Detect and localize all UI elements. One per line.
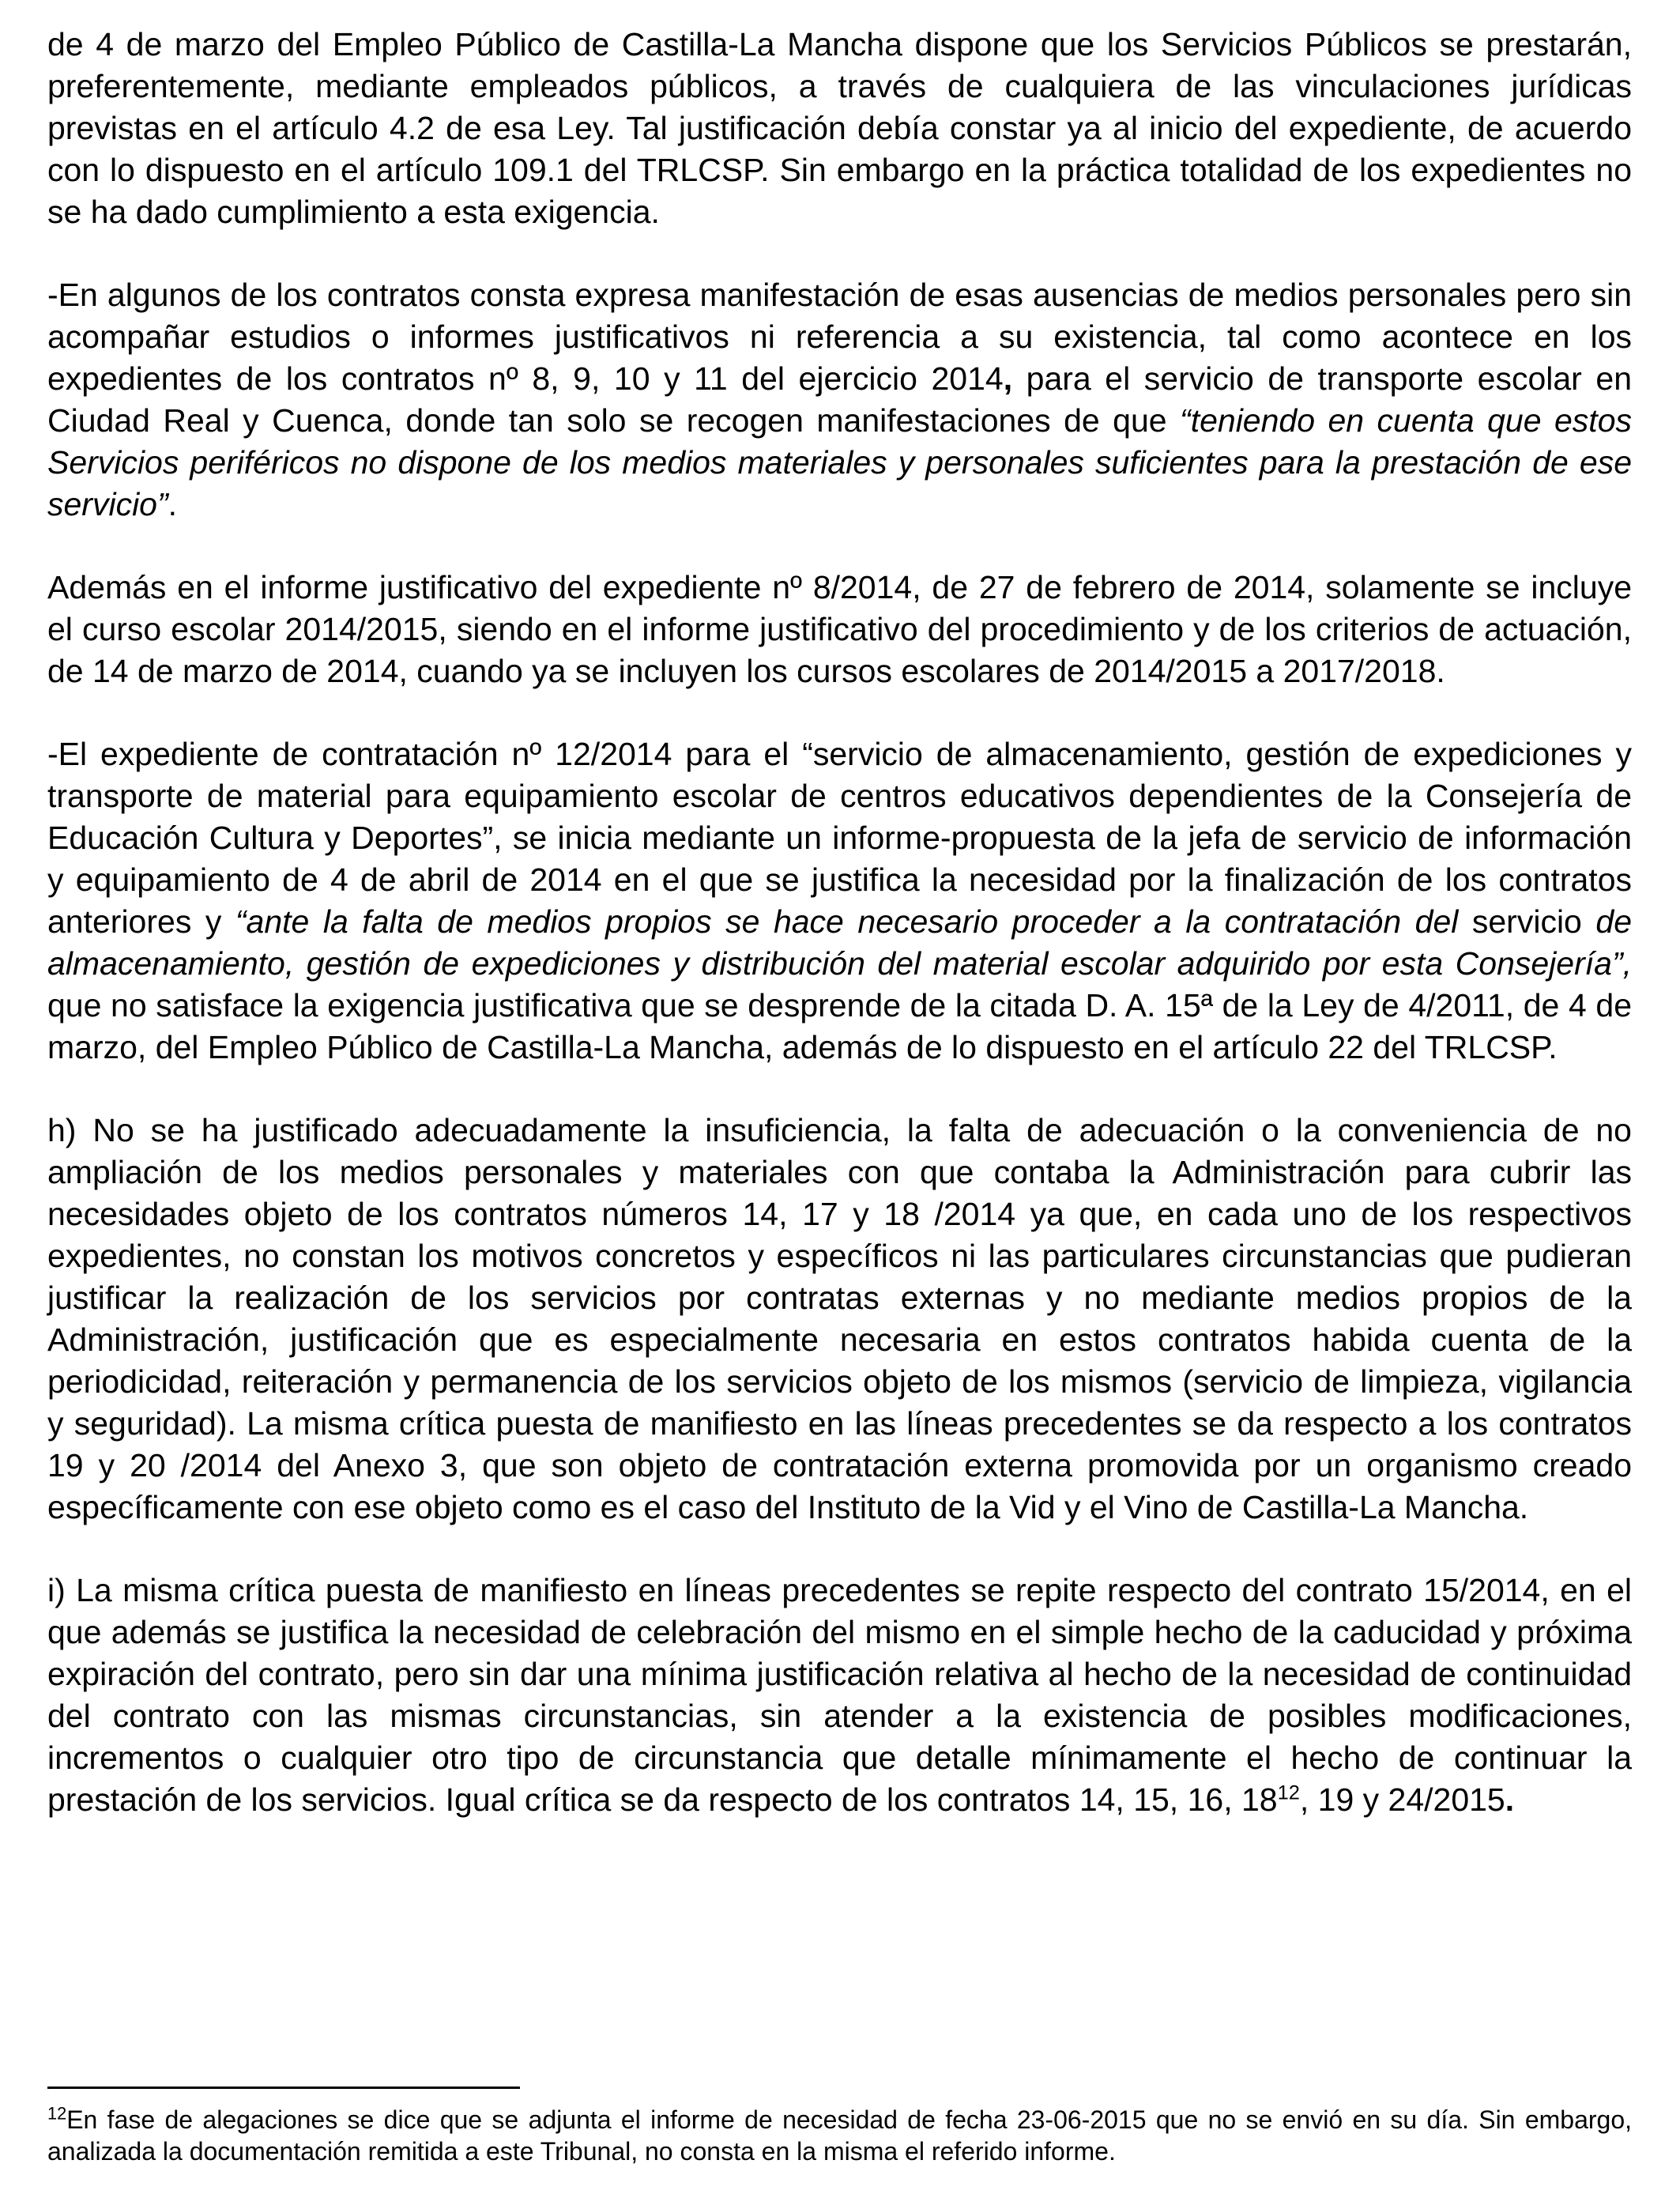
footnote-marker: 12 xyxy=(47,2103,67,2124)
paragraph-4 xyxy=(47,733,1632,1069)
p1-text: de 4 de marzo del Empleo Público de Castilla-La Mancha dispone que los Servicios Públicos se prestarán, preferentemente, mediante empleados públicos, a través de cualquiera de las vinculaciones jurídicas previstas en el artículo 4.2 de esa Ley. Tal justificación debía constar ya al inicio del expediente, de acuerdo con lo dispuesto en el artículo 109.1 del TRLCSP. Sin embargo en la práctica totalidad de los expedientes no se ha dado cumplimiento a esta exigencia. xyxy=(47,26,1632,230)
p6-bold-period: . xyxy=(1505,1781,1515,1818)
p5-text: h) No se ha justificado adecuadamente la insuficiencia, la falta de adecuación o la conveniencia de no ampliación de los medios personales y materiales con que contaba la Administración para cubrir las necesidades objeto de los contratos números 14, 17 y 18 /2014 ya que, en cada uno de los respectivos expedientes, no constan los motivos concretos y específicos ni las particulares circunstancias que pudieran justificar la realización de los servicios por contratas externas y no mediante medios propios de la Administración, justificación que es especialmente necesaria en estos contratos habida cuenta de la periodicidad, reiteración y permanencia de los servicios objeto de los mismos (servicio de limpieza, vigilancia y seguridad). La misma crítica puesta de manifiesto en las líneas precedentes se da respecto a los contratos 19 y 20 /2014 del Anexo 3, que son objeto de contratación externa promovida por un organismo creado específicamente con ese objeto como es el caso del Instituto de la Vid y el Vino de Castilla-La Mancha. xyxy=(47,1112,1632,1525)
footnote xyxy=(47,2104,1632,2167)
paragraph-2 xyxy=(47,274,1632,526)
p2-bold-comma: , xyxy=(1003,360,1013,397)
p4-text-c: que no satisface la exigencia justificativa que se desprende de la citada D. A. 15ª de la Ley de 4/2011, de 4 de marzo, del Empleo Público de Castilla-La Mancha, además de lo dispuesto en el artículo 22 del TRLCSP. xyxy=(47,987,1632,1065)
p3-text: Además en el informe justificativo del expediente nº 8/2014, de 27 de febrero de 2014, solamente se incluye el curso escolar 2014/2015, siendo en el informe justificativo del procedimiento y de los criterios de actuación, de 14 de marzo de 2014, cuando ya se incluyen los cursos escolares de 2014/2015 a 2017/2018. xyxy=(47,569,1632,689)
p6-text-b: , 19 y 24/2015 xyxy=(1299,1781,1505,1818)
footnote-ref-12[interactable]: 12 xyxy=(1277,1781,1300,1804)
p2-text-b: para el servicio de transporte escolar en Ciudad Real y Cuenca, donde tan solo se recogen manifestaciones de que xyxy=(47,360,1632,439)
paragraph-1 xyxy=(47,24,1632,233)
p6-text-a: i) La misma crítica puesta de manifiesto en líneas precedentes se repite respecto del contrato 15/2014, en el que además se justifica la necesidad de celebración del mismo en el simple hecho de la caducidad y próxima expiración del contrato, pero sin dar una mínima justificación relativa al hecho de la necesidad de continuidad del contrato con las mismas circunstancias, sin atender a la existencia de posibles modificaciones, incrementos o cualquier otro tipo de circunstancia que detalle mínimamente el hecho de continuar la prestación de los servicios. Igual crítica se da respecto de los contratos 14, 15, 16, 18 xyxy=(47,1572,1632,1818)
paragraph-6 xyxy=(47,1570,1632,1821)
footnote-text: En fase de alegaciones se dice que se adjunta el informe de necesidad de fecha 23-06-2015 que no se envió en su día. Sin embargo, analizada la documentación remitida a este Tribunal, no consta en la misma el referido informe. xyxy=(47,2105,1632,2166)
p4-quote-a: “ante la falta de medios propios se hace necesario proceder a la contratación del xyxy=(235,903,1459,940)
p4-quote-b: de almacenamiento, gestión de expediciones y distribución del material escolar adquirido por esta Consejería”, xyxy=(47,903,1632,982)
paragraph-3 xyxy=(47,567,1632,692)
p2-text-c: . xyxy=(168,486,178,522)
p4-text-a: -El expediente de contratación nº 12/2014 para el “servicio de almacenamiento, gestión de expediciones y transporte de material para equipamiento escolar de centros educativos dependientes de la Consejería de Educación Cultura y Deportes”, se inicia mediante un informe-propuesta de la jefa de servicio de información y equipamiento de 4 de abril de 2014 en el que se justifica la necesidad por la finalización de los contratos anteriores y xyxy=(47,736,1632,940)
document-body xyxy=(47,24,1632,1862)
footnote-separator xyxy=(47,2087,520,2089)
p4-text-b: servicio xyxy=(1458,903,1596,940)
p2-quote: “teniendo en cuenta que estos Servicios periféricos no dispone de los medios materiales y personales suficientes para la prestación de ese servicio” xyxy=(47,402,1632,522)
p2-text-a: -En algunos de los contratos consta expresa manifestación de esas ausencias de medios personales pero sin acompañar estudios o informes justificativos ni referencia a su existencia, tal como acontece en los expedientes de los contratos nº 8, 9, 10 y 11 del ejercicio 2014 xyxy=(47,277,1632,397)
paragraph-5 xyxy=(47,1110,1632,1529)
